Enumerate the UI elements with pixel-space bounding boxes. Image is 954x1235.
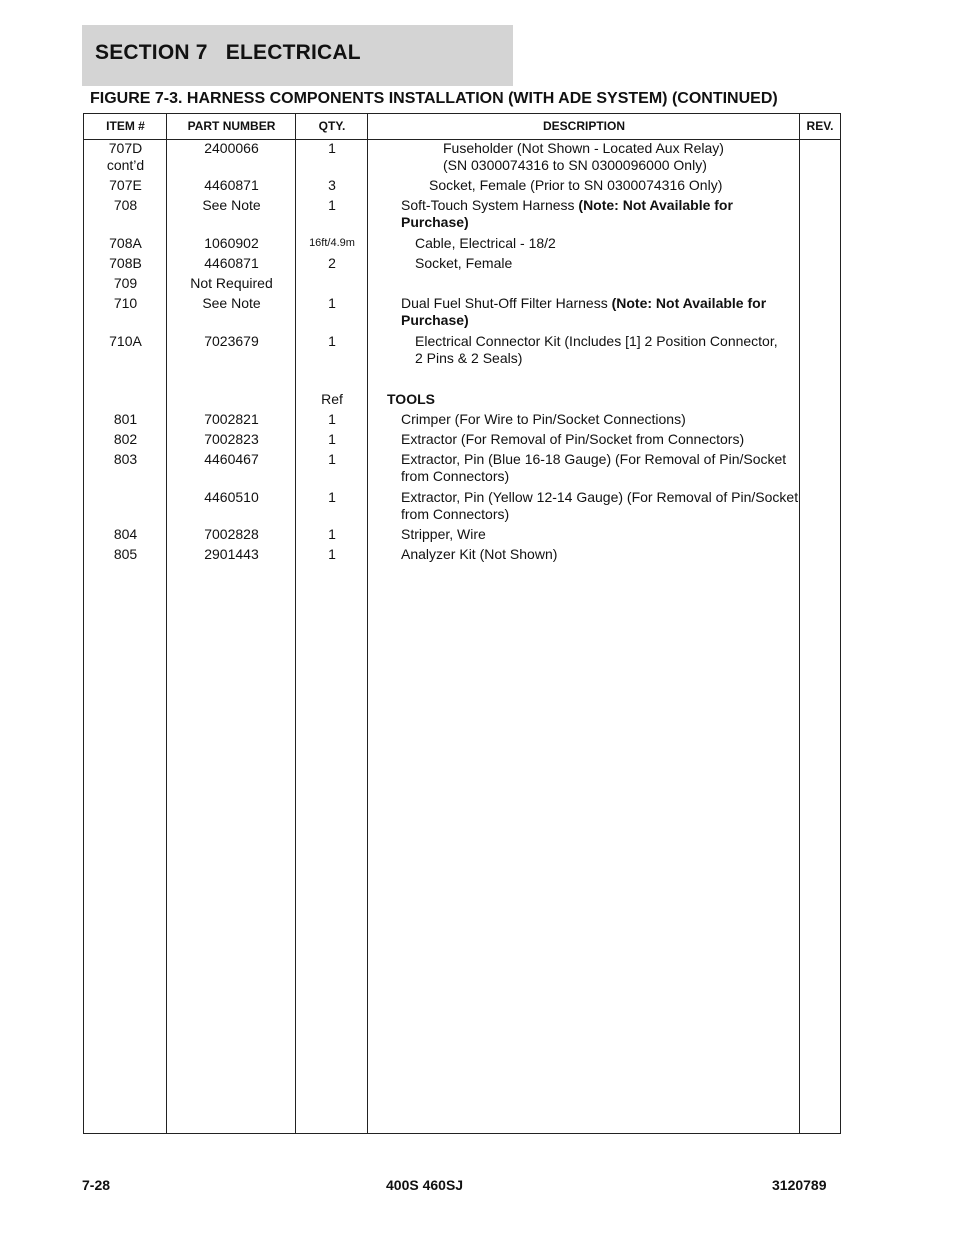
section-title: SECTION 7 ELECTRICAL xyxy=(95,41,361,64)
item-number: cont’d xyxy=(106,157,145,173)
quantity: Ref xyxy=(321,391,343,407)
part-number: 4460467 xyxy=(204,451,259,467)
quantity: 1 xyxy=(328,140,336,156)
quantity: 1 xyxy=(328,197,336,213)
quantity: 1 xyxy=(328,526,336,542)
item-number: 802 xyxy=(113,431,138,447)
part-number: 2400066 xyxy=(204,140,259,156)
part-number: Not Required xyxy=(190,275,273,291)
item-number: 707D xyxy=(108,140,143,156)
document-number: 3120789 xyxy=(772,1177,827,1193)
description: Stripper, Wire xyxy=(401,526,486,542)
quantity: 1 xyxy=(328,451,336,467)
part-number: 4460871 xyxy=(204,177,259,193)
description: Socket, Female (Prior to SN 0300074316 Only) xyxy=(429,177,723,193)
quantity: 1 xyxy=(328,333,336,349)
item-number: 708A xyxy=(109,235,142,251)
section-header xyxy=(82,25,513,86)
part-number: 1060902 xyxy=(204,235,259,251)
part-number: 2901443 xyxy=(204,546,259,562)
quantity: 16ft/4.9m xyxy=(309,237,355,249)
description-note-continued: Purchase) xyxy=(401,214,469,230)
description-note-continued: Purchase) xyxy=(401,312,469,328)
part-number: See Note xyxy=(202,295,261,311)
part-number: 7002823 xyxy=(204,431,259,447)
description xyxy=(401,295,766,312)
part-number: 7002821 xyxy=(204,411,259,427)
description: Electrical Connector Kit (Includes [1] 2 Position Connector, xyxy=(415,333,778,349)
description: Crimper (For Wire to Pin/Socket Connections) xyxy=(401,411,686,427)
tools-heading: TOOLS xyxy=(387,391,435,407)
description: Extractor (For Removal of Pin/Socket from Connectors) xyxy=(401,431,745,447)
item-number: 710 xyxy=(113,295,138,311)
description: Analyzer Kit (Not Shown) xyxy=(401,546,558,562)
description: Fuseholder (Not Shown - Located Aux Relay) xyxy=(443,140,724,156)
item-number: 707E xyxy=(109,177,142,193)
description-continued: from Connectors) xyxy=(401,468,510,484)
column-divider xyxy=(799,114,800,1133)
figure-title: FIGURE 7-3. HARNESS COMPONENTS INSTALLATION (WITH ADE SYSTEM) (CONTINUED) xyxy=(90,90,778,107)
column-header-rev: REV. xyxy=(806,119,834,133)
item-number: 708B xyxy=(109,255,142,271)
quantity: 1 xyxy=(328,489,336,505)
description: Extractor, Pin (Yellow 12-14 Gauge) (For Removal of Pin/Socket xyxy=(401,489,799,505)
item-number: 801 xyxy=(113,411,138,427)
column-header-description: DESCRIPTION xyxy=(542,119,625,133)
description-continued: (SN 0300074316 to SN 0300096000 Only) xyxy=(443,157,707,173)
quantity: 1 xyxy=(328,431,336,447)
description-note: (Note: Not Available for xyxy=(578,197,733,213)
description-continued: 2 Pins & 2 Seals) xyxy=(415,350,523,366)
part-number: 4460871 xyxy=(204,255,259,271)
quantity: 1 xyxy=(328,295,336,311)
column-header-qty: QTY. xyxy=(318,119,346,133)
description-text: Dual Fuel Shut-Off Filter Harness xyxy=(401,295,612,311)
part-number: 7002828 xyxy=(204,526,259,542)
quantity: 1 xyxy=(328,411,336,427)
description: Socket, Female xyxy=(415,255,513,271)
parts-table xyxy=(83,113,841,1134)
quantity: 1 xyxy=(328,546,336,562)
item-number: 710A xyxy=(109,333,142,349)
description-text: Soft-Touch System Harness xyxy=(401,197,579,213)
model-name: 400S 460SJ xyxy=(386,1177,464,1193)
description xyxy=(401,197,733,214)
item-number: 804 xyxy=(113,526,138,542)
item-number: 803 xyxy=(113,451,138,467)
column-header-item: ITEM # xyxy=(106,119,145,133)
page-number: 7-28 xyxy=(82,1177,111,1193)
column-header-part-number: PART NUMBER xyxy=(187,119,276,133)
description: Extractor, Pin (Blue 16-18 Gauge) (For Removal of Pin/Socket xyxy=(401,451,787,467)
quantity: 3 xyxy=(328,177,336,193)
quantity: 2 xyxy=(328,255,336,271)
description: Cable, Electrical - 18/2 xyxy=(415,235,556,251)
part-number: See Note xyxy=(202,197,261,213)
description-note: (Note: Not Available for xyxy=(611,295,767,311)
item-number: 805 xyxy=(113,546,138,562)
part-number: 7023679 xyxy=(204,333,259,349)
item-number: 708 xyxy=(113,197,138,213)
item-number: 709 xyxy=(113,275,138,291)
part-number: 4460510 xyxy=(204,489,259,505)
description-continued: from Connectors) xyxy=(401,506,510,522)
